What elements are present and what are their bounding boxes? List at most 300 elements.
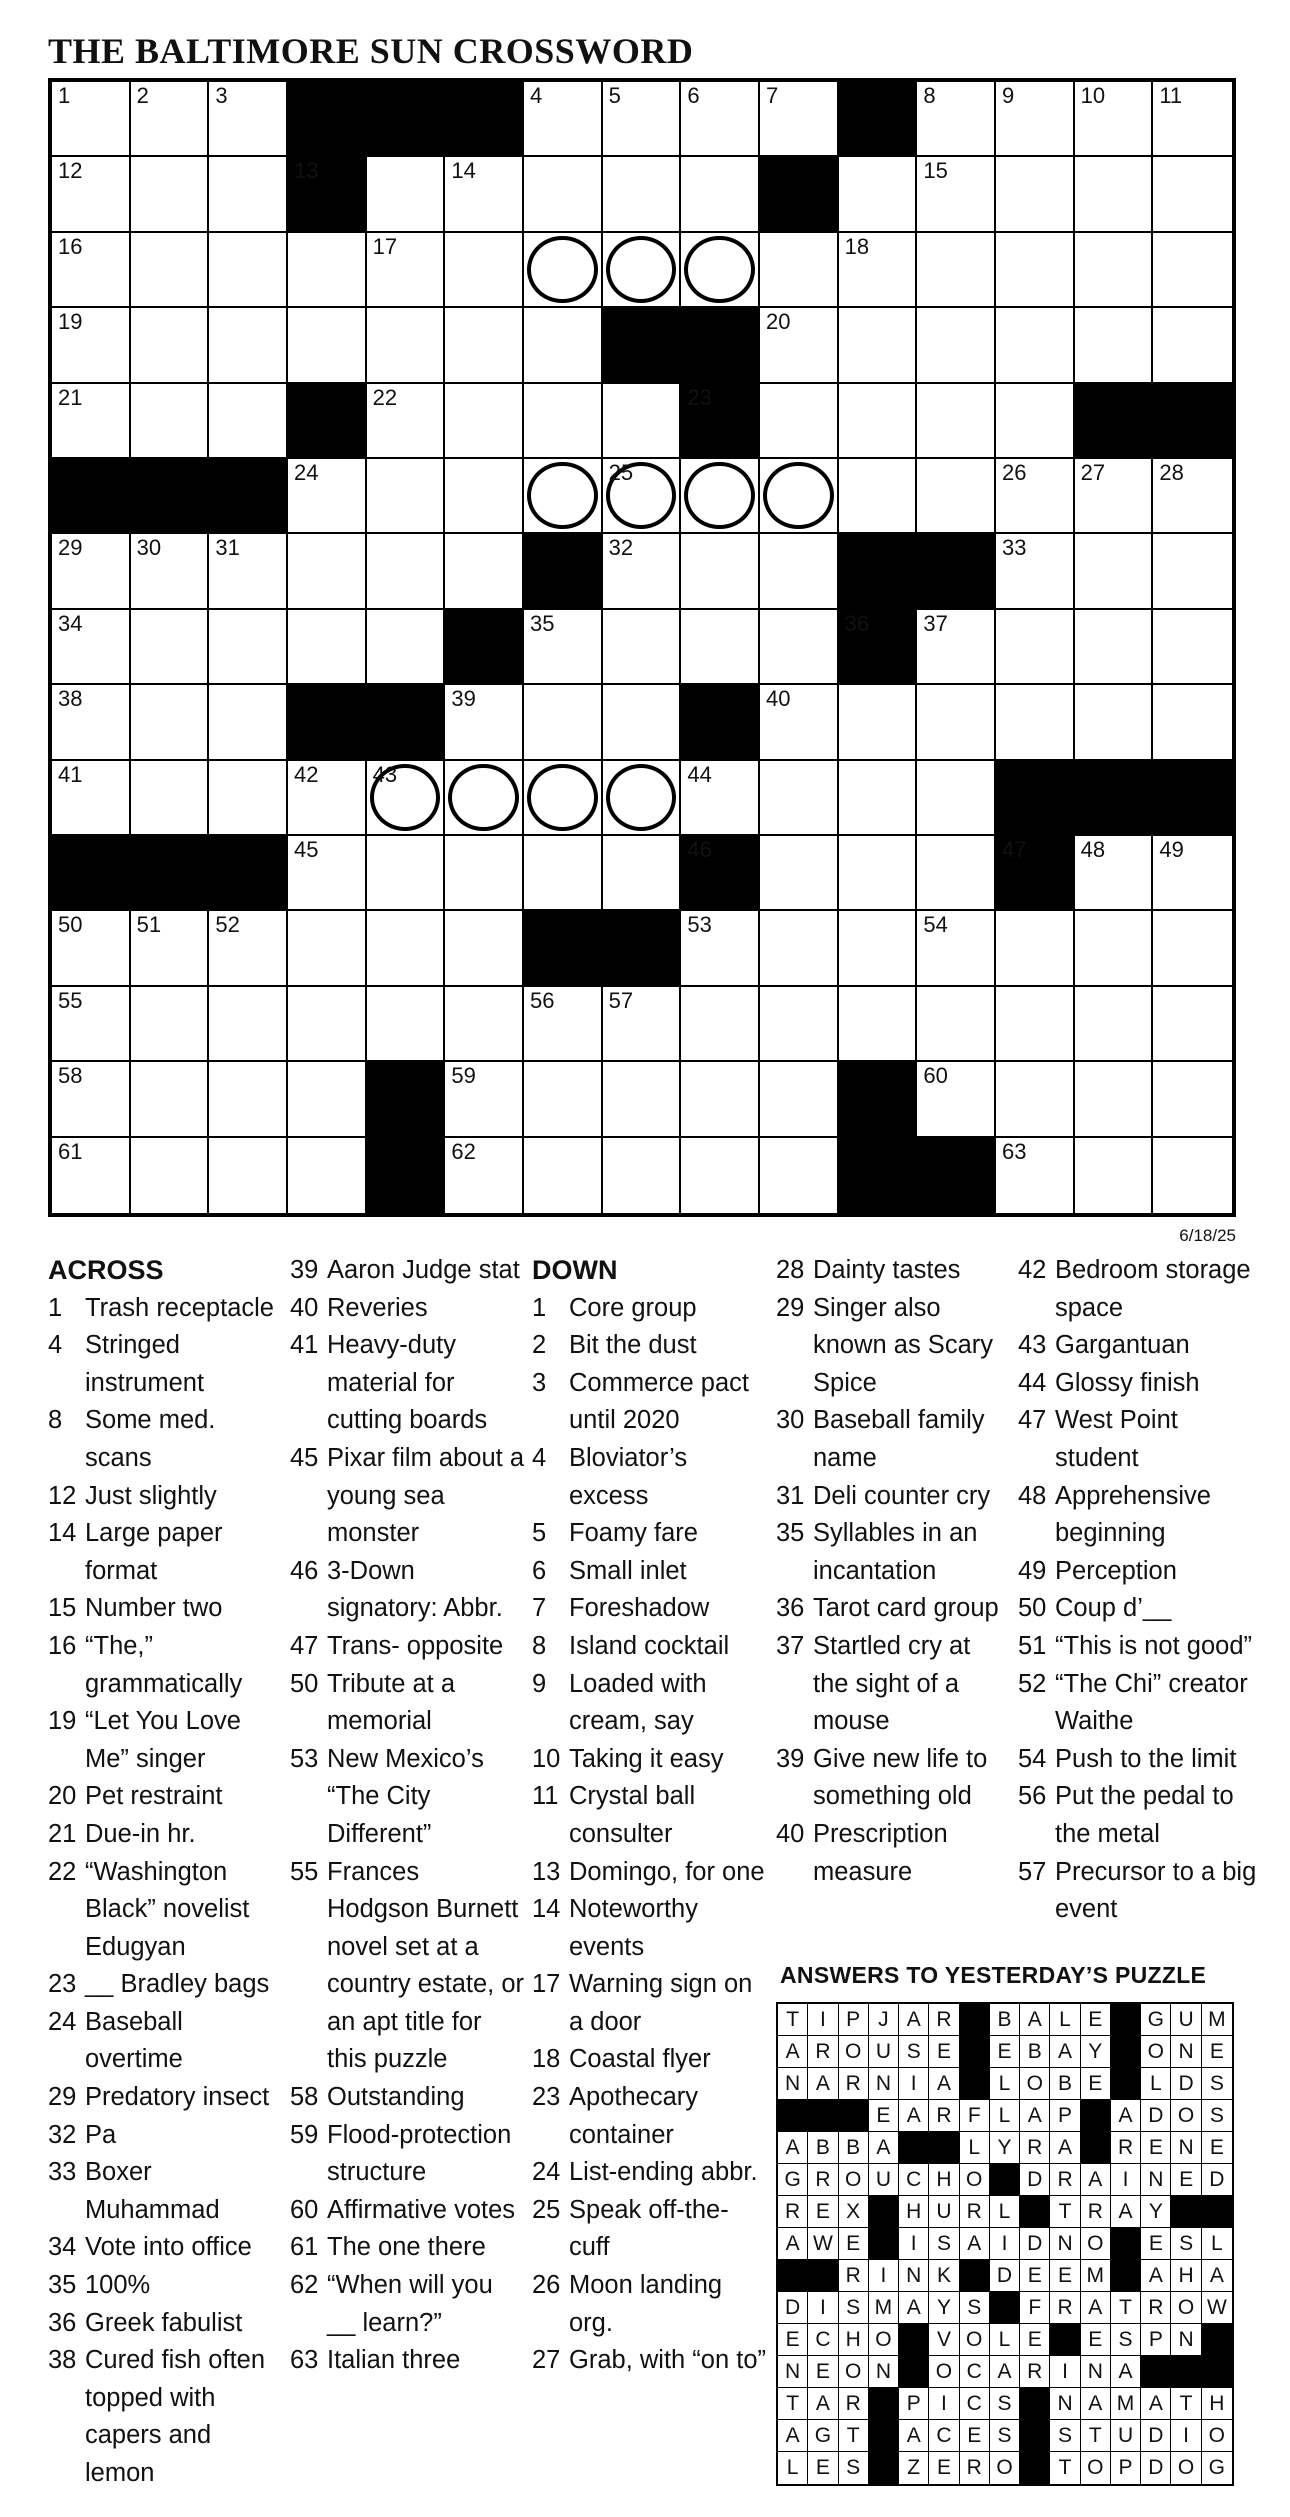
grid-cell[interactable] [131,911,210,986]
grid-cell[interactable] [131,761,210,836]
grid-cell[interactable] [681,610,760,685]
grid-cell[interactable] [1075,82,1154,157]
grid-cell[interactable] [209,1138,288,1213]
grid-cell[interactable] [288,761,367,836]
grid-cell[interactable] [209,1062,288,1137]
grid-cell[interactable] [445,157,524,232]
grid-cell[interactable] [603,384,682,459]
cell-number: 20 [766,309,791,335]
grid-cell[interactable] [367,308,446,383]
grid-cell[interactable] [917,761,996,836]
grid-cell[interactable] [524,1138,603,1213]
grid-cell[interactable] [603,761,682,836]
answer-letter: N [1050,2388,1080,2420]
grid-cell[interactable] [367,384,446,459]
clue-text: Apprehensive beginning [1055,1481,1211,1548]
grid-cell[interactable] [209,82,288,157]
grid-cell[interactable] [996,1138,1075,1213]
answer-letter: E [1171,2164,1201,2196]
clue-number: 20 [48,1782,77,1811]
answer-letter: E [929,2036,959,2068]
clue-number: 26 [532,2271,561,2300]
grid-cell[interactable] [760,233,839,308]
answer-letter: A [1111,2356,1141,2388]
grid-cell[interactable] [445,384,524,459]
clue-number: 59 [290,2120,319,2149]
grid-cell[interactable] [917,384,996,459]
grid-cell[interactable] [131,1138,210,1213]
grid-cell[interactable] [760,459,839,534]
grid-cell[interactable] [603,987,682,1062]
clue-number: 25 [532,2195,561,2224]
grid-cell[interactable] [288,1062,367,1137]
grid-cell[interactable] [760,685,839,760]
clue-text: Foreshadow [569,1594,710,1623]
across-clue [48,1966,283,2004]
grid-cell[interactable] [917,987,996,1062]
grid-cell[interactable] [917,610,996,685]
grid-cell[interactable] [760,1138,839,1213]
grid-cell[interactable] [209,610,288,685]
answer-letter: A [808,2388,838,2420]
grid-cell[interactable] [209,308,288,383]
grid-cell[interactable] [760,1062,839,1137]
grid-cell[interactable] [681,82,760,157]
cell-number: 31 [215,535,240,561]
circle-marker [684,462,755,529]
grid-cell[interactable] [52,761,131,836]
cell-number: 9 [1002,83,1015,108]
clue-text: Flood-protection structure [327,2120,512,2187]
grid-cell[interactable] [603,1062,682,1137]
grid-cell[interactable] [288,987,367,1062]
grid-cell[interactable] [681,157,760,232]
cell-number: 59 [451,1063,476,1089]
grid-cell[interactable] [209,987,288,1062]
grid-cell[interactable] [52,308,131,383]
grid-cell[interactable] [1153,459,1232,534]
circle-marker [527,236,598,303]
grid-cell[interactable] [1153,1138,1232,1213]
grid-cell[interactable] [1153,1062,1232,1137]
grid-cell[interactable] [288,459,367,534]
grid-cell[interactable] [52,233,131,308]
grid-cell[interactable] [917,157,996,232]
clue-text: Push to the limit [1055,1744,1237,1773]
clue-number: 31 [776,1481,805,1510]
answer-letter: E [808,2356,838,2388]
grid-cell[interactable] [52,1062,131,1137]
cell-number: 17 [372,233,398,259]
grid-cell[interactable] [1153,534,1232,609]
black-square [839,610,918,685]
grid-cell[interactable] [524,157,603,232]
grid-cell[interactable] [288,836,367,911]
grid-cell[interactable] [760,761,839,836]
clue-text: Noteworthy events [569,1895,698,1961]
grid-cell[interactable] [209,761,288,836]
grid-cell[interactable] [209,233,288,308]
grid-cell[interactable] [209,911,288,986]
answer-letter: O [990,2452,1020,2484]
grid-cell[interactable] [996,233,1075,308]
grid-cell[interactable] [445,987,524,1062]
answer-letter: D [1171,2068,1201,2100]
grid-cell[interactable] [1153,911,1232,986]
grid-cell[interactable] [603,610,682,685]
grid-cell[interactable] [681,911,760,986]
grid-cell[interactable] [917,836,996,911]
grid-cell[interactable] [996,82,1075,157]
grid-cell[interactable] [681,233,760,308]
grid-cell[interactable] [1075,534,1154,609]
grid-cell[interactable] [839,685,918,760]
black-square [209,836,288,911]
grid-cell[interactable] [1075,987,1154,1062]
answer-black-square [990,2164,1020,2196]
answer-letter: Y [1081,2036,1111,2068]
grid-cell[interactable] [288,233,367,308]
grid-cell[interactable] [917,685,996,760]
answer-letter: Y [990,2132,1020,2164]
grid-cell[interactable] [52,384,131,459]
grid-cell[interactable] [524,987,603,1062]
grid-cell[interactable] [524,82,603,157]
grid-cell[interactable] [52,157,131,232]
answer-letter: H [899,2196,929,2228]
answer-black-square [1202,2356,1232,2388]
grid-cell[interactable] [445,534,524,609]
down-clue [776,1628,1011,1741]
grid-cell[interactable] [760,308,839,383]
clue-number: 8 [48,1406,63,1435]
circle-marker [448,764,519,831]
black-square [1075,761,1154,836]
answer-letter: O [1081,2228,1111,2260]
answer-black-square [869,2388,899,2420]
down-clue [532,1741,767,1779]
grid-cell[interactable] [52,610,131,685]
grid-cell[interactable] [996,157,1075,232]
grid-cell[interactable] [524,761,603,836]
clue-number: 21 [48,1819,77,1848]
grid-cell[interactable] [996,685,1075,760]
answer-letter: S [960,2292,990,2324]
answer-letter: I [899,2228,929,2260]
grid-cell[interactable] [131,987,210,1062]
grid-cell[interactable] [445,1138,524,1213]
grid-cell[interactable] [445,308,524,383]
grid-cell[interactable] [131,534,210,609]
grid-cell[interactable] [1075,911,1154,986]
grid-cell[interactable] [1153,987,1232,1062]
grid-cell[interactable] [131,610,210,685]
answer-letter: R [1081,2196,1111,2228]
grid-cell[interactable] [524,836,603,911]
grid-cell[interactable] [367,534,446,609]
grid-cell[interactable] [1075,1062,1154,1137]
answer-letter: A [1050,2132,1080,2164]
grid-cell[interactable] [367,911,446,986]
clue-text: Predatory insect [85,2083,270,2112]
clue-number: 40 [290,1293,319,1322]
down-clue [532,2192,767,2267]
grid-cell[interactable] [1153,836,1232,911]
clue-number: 34 [48,2233,77,2262]
answer-black-square [1020,2196,1050,2228]
grid-cell[interactable] [131,1062,210,1137]
black-square [839,82,918,157]
grid-cell[interactable] [760,610,839,685]
cell-number: 55 [58,987,83,1013]
clue-text: Italian three [327,2346,461,2375]
clue-number: 49 [1018,1556,1047,1585]
grid-cell[interactable] [681,534,760,609]
grid-cell[interactable] [367,157,446,232]
clue-number: 24 [532,2158,561,2187]
grid-cell[interactable] [996,534,1075,609]
answer-letter: U [1171,2004,1201,2036]
grid-cell[interactable] [1075,157,1154,232]
answer-letter: R [808,2164,838,2196]
clue-text: Small inlet [569,1556,687,1585]
grid-cell[interactable] [445,911,524,986]
answer-letter: T [1081,2420,1111,2452]
grid-cell[interactable] [996,610,1075,685]
grid-cell[interactable] [288,308,367,383]
grid-cell[interactable] [131,384,210,459]
grid-cell[interactable] [524,610,603,685]
grid-cell[interactable] [603,685,682,760]
grid-cell[interactable] [52,82,131,157]
answer-letter: R [1050,2292,1080,2324]
grid-cell[interactable] [839,157,918,232]
grid-cell[interactable] [760,836,839,911]
grid-cell[interactable] [1153,610,1232,685]
grid-cell[interactable] [839,987,918,1062]
grid-cell[interactable] [52,685,131,760]
answer-black-square [778,2260,808,2292]
answer-letter: B [1050,2068,1080,2100]
grid-cell[interactable] [917,82,996,157]
answer-letter: E [1202,2036,1232,2068]
grid-cell[interactable] [367,761,446,836]
answer-letter: S [899,2036,929,2068]
grid-cell[interactable] [1075,685,1154,760]
black-square [681,836,760,911]
answer-letter: R [960,2196,990,2228]
clue-text: Stringed instrument [85,1331,205,1397]
clue-number: 36 [776,1594,805,1623]
grid-cell[interactable] [445,459,524,534]
grid-cell[interactable] [1075,610,1154,685]
clue-text: Pixar film about a young sea monster [327,1443,525,1548]
grid-cell[interactable] [524,685,603,760]
grid-cell[interactable] [603,534,682,609]
grid-cell[interactable] [603,82,682,157]
grid-cell[interactable] [52,1138,131,1213]
answer-letter: R [929,2100,959,2132]
grid-cell[interactable] [839,836,918,911]
grid-cell[interactable] [917,911,996,986]
answer-letter: R [929,2004,959,2036]
grid-cell[interactable] [288,610,367,685]
grid-cell[interactable] [996,911,1075,986]
grid-cell[interactable] [131,233,210,308]
across-clue [290,1252,525,1290]
answer-letter: O [869,2324,899,2356]
down-header: DOWN [532,1255,618,1285]
grid-cell[interactable] [131,308,210,383]
answer-letter: G [1208,2456,1226,2479]
grid-cell[interactable] [839,233,918,308]
answer-letter: I [1111,2164,1141,2196]
grid-cell[interactable] [131,685,210,760]
grid-cell[interactable] [917,308,996,383]
grid-cell[interactable] [681,459,760,534]
grid-cell[interactable] [839,911,918,986]
down-clue [1018,1778,1258,1853]
answer-letter: N [1171,2036,1201,2068]
grid-cell[interactable] [1153,82,1232,157]
grid-cell[interactable] [524,308,603,383]
cell-number: 57 [608,987,634,1013]
clue-text: “When will you __ learn?” [327,2271,493,2337]
grid-cell[interactable] [760,911,839,986]
grid-cell[interactable] [839,308,918,383]
cell-number: 18 [844,233,870,259]
answer-letter: R [1020,2132,1050,2164]
down-clue [532,2154,767,2192]
grid-cell[interactable] [996,987,1075,1062]
grid-cell[interactable] [760,534,839,609]
answer-letter: V [929,2324,959,2356]
grid-cell[interactable] [367,836,446,911]
black-square [839,534,918,609]
grid-cell[interactable] [996,384,1075,459]
clue-text: Deli counter cry [813,1481,991,1510]
across-clue [48,1628,283,1703]
clue-text: “Let You Love Me” singer [85,1707,241,1773]
grid-cell[interactable] [1153,685,1232,760]
down-clue [532,1628,767,1666]
across-clue [48,2004,283,2079]
answer-letter: A [899,2100,929,2132]
black-square [1075,384,1154,459]
grid-cell[interactable] [52,534,131,609]
grid-cell[interactable] [603,1138,682,1213]
grid-cell[interactable] [839,761,918,836]
grid-cell[interactable] [603,157,682,232]
answer-letter: B [1020,2036,1050,2068]
clue-text: Frances Hodgson Burnett novel set at a country estate, or an apt title for this puzzle [327,1857,525,2074]
grid-cell[interactable] [209,534,288,609]
grid-cell[interactable] [367,233,446,308]
answer-letter: M [869,2292,899,2324]
grid-cell[interactable] [603,459,682,534]
grid-cell[interactable] [1075,1138,1154,1213]
grid-cell[interactable] [52,911,131,986]
grid-cell[interactable] [839,384,918,459]
grid-cell[interactable] [445,761,524,836]
grid-cell[interactable] [681,1062,760,1137]
cell-number: 24 [294,460,319,485]
grid-cell[interactable] [445,685,524,760]
clue-text: Warning sign on a door [569,1970,753,2036]
grid-cell[interactable] [1153,308,1232,383]
grid-cell[interactable] [603,233,682,308]
grid-cell[interactable] [996,1062,1075,1137]
grid-cell[interactable] [917,1062,996,1137]
grid-cell[interactable] [1153,157,1232,232]
grid-cell[interactable] [760,82,839,157]
grid-cell[interactable] [288,1138,367,1213]
grid-cell[interactable] [524,233,603,308]
grid-cell[interactable] [681,1138,760,1213]
clue-number: 30 [776,1406,805,1435]
cell-number: 15 [923,158,948,184]
grid-cell[interactable] [917,233,996,308]
grid-cell[interactable] [209,384,288,459]
grid-cell[interactable] [603,836,682,911]
grid-cell[interactable] [445,836,524,911]
grid-cell[interactable] [445,233,524,308]
clue-number: 41 [290,1331,319,1360]
clue-text: “The,” grammatically [85,1631,243,1698]
answer-black-square [1111,2260,1141,2292]
cell-number: 21 [58,384,83,410]
grid-cell[interactable] [209,157,288,232]
grid-cell[interactable] [524,1062,603,1137]
cell-number: 7 [766,83,779,108]
grid-cell[interactable] [917,459,996,534]
grid-cell[interactable] [1075,459,1154,534]
answer-letter: U [929,2196,959,2228]
clue-number: 14 [532,1895,561,1924]
grid-cell[interactable] [131,82,210,157]
grid-cell[interactable] [996,308,1075,383]
grid-cell[interactable] [839,459,918,534]
grid-cell[interactable] [209,685,288,760]
grid-cell[interactable] [681,761,760,836]
grid-cell[interactable] [996,459,1075,534]
grid-cell[interactable] [524,459,603,534]
grid-cell[interactable] [760,384,839,459]
grid-cell[interactable] [367,459,446,534]
answer-letter: A [960,2228,990,2260]
down-clue [532,2041,767,2079]
grid-cell[interactable] [1075,233,1154,308]
grid-cell[interactable] [367,987,446,1062]
grid-cell[interactable] [1075,836,1154,911]
answer-letter: B [839,2132,869,2164]
grid-cell[interactable] [131,157,210,232]
grid-cell[interactable] [1075,308,1154,383]
grid-cell[interactable] [288,534,367,609]
clue-number: 37 [776,1631,805,1660]
cell-number: 25 [608,460,634,485]
grid-cell[interactable] [52,987,131,1062]
grid-cell[interactable] [1153,233,1232,308]
grid-cell[interactable] [681,987,760,1062]
answer-letter: R [808,2036,838,2068]
grid-cell[interactable] [524,384,603,459]
grid-cell[interactable] [288,911,367,986]
answer-black-square [1111,2228,1141,2260]
grid-cell[interactable] [760,987,839,1062]
grid-cell[interactable] [367,610,446,685]
grid-cell[interactable] [445,1062,524,1137]
